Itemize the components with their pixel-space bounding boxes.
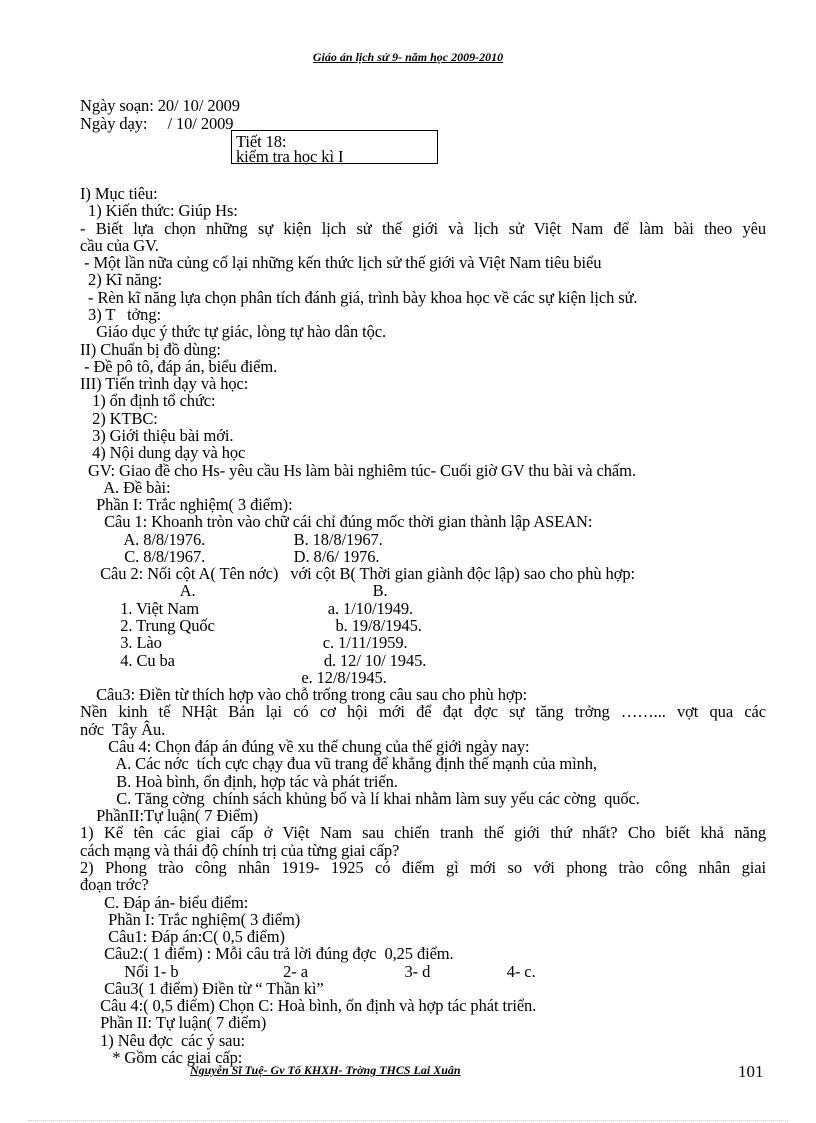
body-line: C. Tăng cờng chính sách khủng bố và lí khai nhằm làm suy yếu các cờng quốc. [80,788,640,808]
body-line: Phần II: Tự luận( 7 điểm) [80,1013,267,1033]
body-line: Phần I: Trắc nghiệm( 3 điểm): [80,495,293,514]
body-line: 2. Trung Quốc b. 19/8/1945. [80,616,422,635]
body-line: - Đề pô tô, đáp án, biểu điểm. [80,356,278,376]
body-line: A. B. [80,581,388,601]
body-line: PhầnII:Tự luận( 7 Điểm) [80,806,259,826]
body-line: A. Các nớc tích cực chạy đua vũ trang để khẳng định thế mạnh của mình, [80,754,597,774]
body-line: Phần I: Trắc nghiệm( 3 điểm) [80,909,301,929]
body-line: 2) Kĩ năng: [80,270,163,290]
lesson-number: Tiết 18: [236,132,287,151]
body-line: 3) Giới thiệu bài mới. [80,425,234,445]
page-number: 101 [738,1062,764,1081]
body-line: A. Đề bài: [80,477,171,497]
lesson-title-box [231,130,438,164]
body-line: nớc Tây Âu. [80,719,166,739]
body-line: 2) KTBC: [80,408,158,428]
body-line: Nền kinh tế NHật Bản lại có cơ hội mới để đạt đợc sự tăng trởng ……... vợt qua các [80,702,766,722]
body-line: Câu1: Đáp án:C( 0,5 điểm) [80,927,285,946]
body-line: 1) ổn định tổ chức: [80,391,216,411]
lesson-title: kiểm tra học kì I [236,147,344,166]
body-line: đoạn trớc? [80,875,149,895]
page-footer: Nguyễn Sĩ Tuệ- Gv Tổ KHXH- Trờng THCS Lai Xuân [190,1063,461,1077]
body-line: 4) Nội dung dạy và học [80,443,246,463]
body-line: C. Đáp án- biểu điểm: [80,892,249,912]
body-line: - Rèn kĩ năng lựa chọn phân tích đánh giá, trình bày khoa học về các sự kiện lịch sử. [80,287,638,307]
body-line: 3) T tởng: [80,305,161,324]
body-line: Câu 4:( 0,5 điểm) Chọn C: Hoà bình, ổn định và hợp tác phát triển. [80,996,537,1016]
body-line: 1) Kể tên các giai cấp ở Việt Nam sau chiến tranh thế giới thứ nhất? Cho biết khả năng [80,823,766,843]
body-line: Giáo dục ý thức tự giác, lòng tự hào dân tộc. [80,322,387,342]
body-line: 1. Việt Nam a. 1/10/1949. [80,598,414,618]
body-line: 1) Nêu đợc các ý sau: [80,1030,246,1050]
body-line: cách mạng và thái độ chính trị của từng giai cấp? [80,840,400,860]
body-line: II) Chuẩn bị đồ dùng: [80,339,221,359]
ngay-soan: Ngày soạn: 20/ 10/ 2009 [80,96,240,115]
body-line: A. 8/8/1976. B. 18/8/1967. [80,529,383,549]
body-line: B. Hoà bình, ổn định, hợp tác và phát triển. [80,771,398,791]
body-line: Câu 4: Chọn đáp án đúng về xu thế chung của thế giới ngày nay: [80,737,530,756]
body-line: 4. Cu ba d. 12/ 10/ 1945. [80,650,427,670]
body-line: C. 8/8/1967. D. 8/6/ 1976. [80,546,380,566]
body-line: Câu2:( 1 điểm) : Mỗi câu trả lời đúng đợc 0,25 điểm. [80,944,454,964]
body-line: GV: Giao đề cho Hs- yêu cầu Hs làm bài nghiêm túc- Cuối giờ GV thu bài và chấm. [80,460,636,480]
body-line: - Một lần nữa củng cố lại những kến thức lịch sử thế giới và Việt Nam tiêu biểu [80,253,602,273]
body-line: Câu3: Điền từ thích hợp vào chỗ trống trong câu sau cho phù hợp: [80,685,528,705]
page-bottom-divider [28,1120,788,1121]
body-line: - Biết lựa chọn những sự kiện lịch sử thế giới và lịch sử Việt Nam để làm bài theo yêu [80,218,766,238]
body-line: 3. Lào c. 1/11/1959. [80,633,408,653]
body-line: Câu3( 1 điểm) Điền từ “ Thần kì” [80,978,324,998]
body-line: cầu của GV. [80,235,159,255]
body-line: 2) Phong trào công nhân 1919- 1925 có điểm gì mới so với phong trào công nhân giai [80,857,766,877]
body-line: 1) Kiến thức: Giúp Hs: [80,201,238,221]
page-header: Giáo án lịch sử 9- năm học 2009-2010 [312,50,504,64]
body-line: Câu 1: Khoanh tròn vào chữ cái chỉ đúng mốc thời gian thành lập ASEAN: [80,512,593,532]
body-line: Nối 1- b 2- a 3- d 4- c. [80,961,536,981]
body-line: I) Mục tiêu: [80,184,158,203]
body-line: * Gồm các giai cấp: [80,1048,243,1067]
body-line: III) Tiến trình dạy và học: [80,374,249,394]
body-line: e. 12/8/1945. [80,667,387,687]
ngay-day: Ngày dạy: / 10/ 2009 [80,114,234,133]
body-line: Câu 2: Nối cột A( Tên nớc) với cột B( Thời gian giành độc lập) sao cho phù hợp: [80,564,635,584]
